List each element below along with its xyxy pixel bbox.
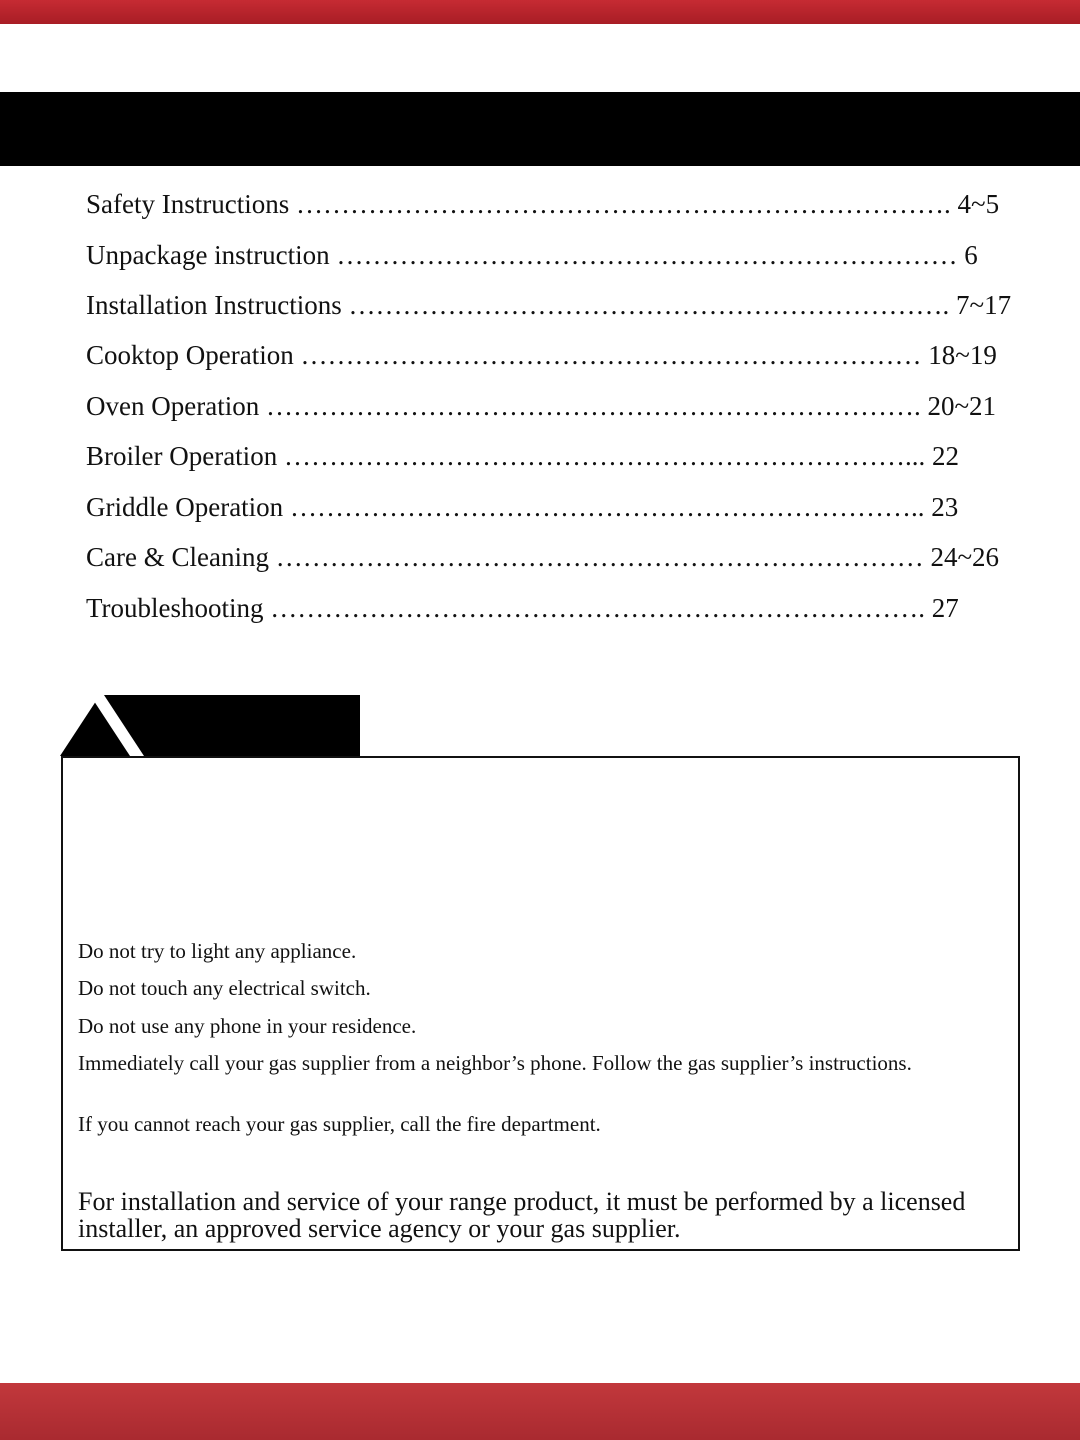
toc-entry-troubleshooting[interactable] — [86, 588, 959, 628]
toc-entry-page: 18~19 — [928, 340, 997, 370]
toc-entry-label: Oven Operation — [86, 391, 260, 421]
installation-service-note: For installation and service of your range product, it must be performed by a licensed installer, an approved service agency or your gas supplier. — [78, 1187, 966, 1243]
warning-triangle-icon — [60, 695, 360, 756]
warning-item: Do not try to light any appliance. — [78, 939, 357, 963]
toc-entry-label: Broiler Operation — [86, 441, 278, 471]
warning-item: Do not use any phone in your residence. — [78, 1014, 417, 1038]
toc-entry-leader: ………………………………………………………………. — [270, 593, 926, 623]
toc-entry-leader: …………………………………………………………… — [300, 340, 922, 370]
toc-entry-installation-instructions[interactable] — [86, 285, 1011, 325]
warning-item: Immediately call your gas supplier from a neighbor’s phone. Follow the gas supplier’s instructions. — [78, 1051, 912, 1075]
toc-entry-label: Care & Cleaning — [86, 542, 269, 572]
toc-entry-griddle-operation[interactable] — [86, 487, 958, 527]
toc-entry-label: Unpackage instruction — [86, 240, 330, 270]
toc-entry-safety-instructions[interactable] — [86, 184, 999, 224]
toc-entry-leader: ……………………………………………………………… — [275, 542, 924, 572]
toc-entry-page: 4~5 — [957, 189, 1000, 219]
toc-entry-unpackage-instruction[interactable] — [86, 235, 978, 275]
warning-item: Do not touch any electrical switch. — [78, 976, 371, 1000]
toc-entry-cooktop-operation[interactable] — [86, 335, 997, 375]
toc-entry-page: 6 — [964, 240, 978, 270]
toc-entry-label: Troubleshooting — [86, 593, 264, 623]
toc-entry-page: 7~17 — [955, 290, 1012, 320]
toc-entry-page: 23 — [931, 492, 959, 522]
toc-entry-leader: …………………………………………………………. — [348, 290, 950, 320]
toc-entry-oven-operation[interactable] — [86, 386, 996, 426]
toc-entry-broiler-operation[interactable] — [86, 436, 959, 476]
toc-entry-label: Griddle Operation — [86, 492, 284, 522]
toc-entry-leader: …………………………………………………………… — [336, 240, 958, 270]
warning-item: If you cannot reach your gas supplier, call the fire department. — [78, 1112, 601, 1136]
toc-entry-label: Cooktop Operation — [86, 340, 294, 370]
toc-entry-leader: ………………………………………………………………. — [265, 391, 921, 421]
warning-header-tab — [60, 695, 360, 756]
toc-entry-care-cleaning[interactable] — [86, 537, 999, 577]
toc-entry-leader: ……………………………………………………………... — [283, 441, 926, 471]
gas-warning-box — [61, 756, 1020, 1251]
toc-entry-page: 20~21 — [927, 391, 997, 421]
toc-entry-page: 24~26 — [930, 542, 1000, 572]
toc-entry-label: Installation Instructions — [86, 290, 342, 320]
toc-entry-page: 22 — [931, 441, 959, 471]
section-title-band — [0, 92, 1080, 166]
toc-entry-leader: ………………………………………………………………. — [295, 189, 951, 219]
bottom-red-stripe — [0, 1383, 1080, 1440]
toc-entry-leader: …………………………………………………………….. — [289, 492, 925, 522]
toc-entry-label: Safety Instructions — [86, 189, 290, 219]
toc-entry-page: 27 — [931, 593, 959, 623]
top-red-stripe — [0, 0, 1080, 24]
